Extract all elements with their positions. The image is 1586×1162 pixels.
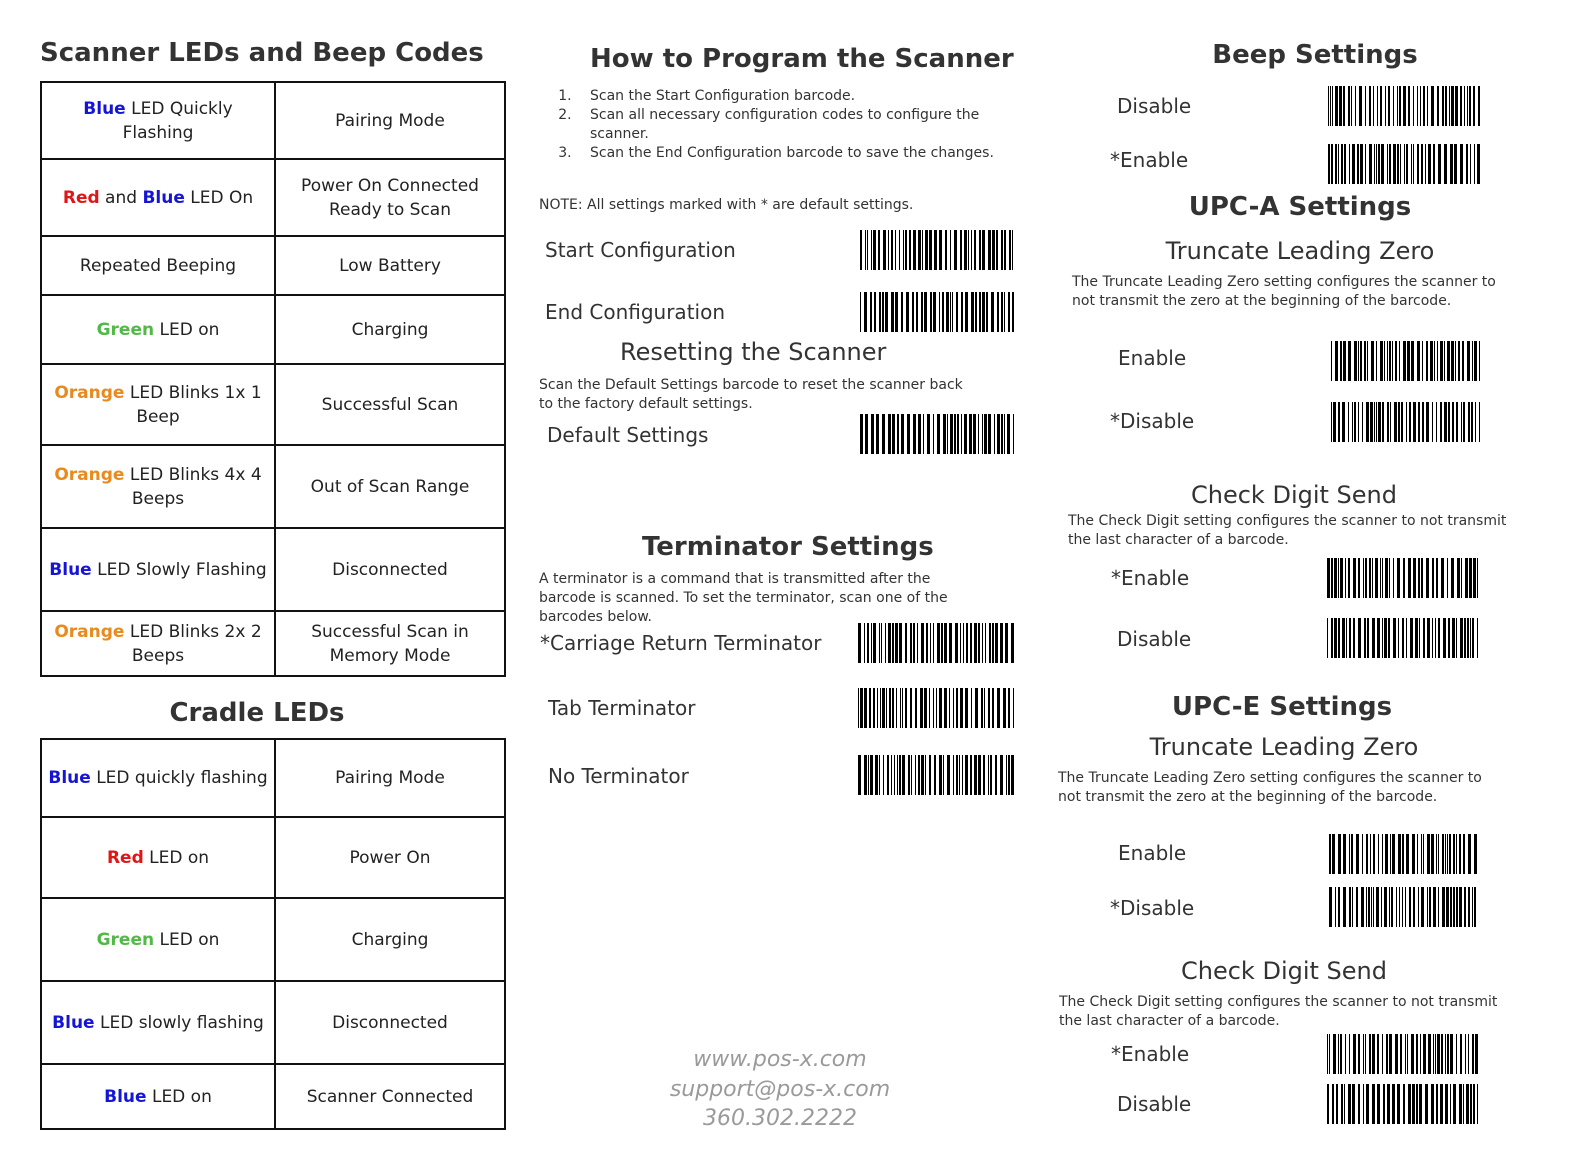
table-row [41,898,505,981]
led-meaning-cell: Successful Scan [275,364,505,445]
led-text: LED on [154,929,220,950]
led-meaning-cell: Power On Connected Ready to Scan [275,159,505,236]
led-indicator-cell [41,364,275,445]
upca-cds-description: The Check Digit setting configures the scanner to not transmit the last character of a barcode. [1068,513,1507,548]
start-config-label: Start Configuration [545,238,736,262]
upce-tlz-title: Truncate Leading Zero [1149,733,1419,761]
led-color-word: Green [96,319,155,340]
led-color-word: Green [96,929,155,950]
upca-tlz-disable-barcode [1331,402,1480,442]
led-color-word: Blue [142,187,185,208]
led-meaning-cell: Low Battery [275,236,505,295]
upce-tlz-disable-barcode [1329,887,1478,927]
upce-tlz-enable-barcode [1329,834,1478,874]
tab-terminator-label: Tab Terminator [548,696,696,720]
upce-cds-enable-barcode [1327,1034,1478,1074]
footer-email: support@pos-x.com [669,1077,891,1102]
cradle-leds-table [40,738,506,1130]
led-color-word: Blue [52,1012,95,1033]
table-row [41,82,505,159]
program-title: How to Program the Scanner [590,44,1014,74]
led-color-word: Blue [49,559,92,580]
led-text: LED On [184,187,254,208]
program-steps [540,87,1006,163]
footer-website: www.pos-x.com [693,1047,867,1072]
beep-disable-barcode [1328,86,1480,126]
led-text: and [99,187,143,208]
led-meaning-cell: Disconnected [275,528,505,611]
led-indicator-cell [41,1064,275,1129]
table-row [41,364,505,445]
default-settings-barcode [860,414,1014,454]
led-indicator-cell [41,739,275,817]
led-text: LED on [154,319,220,340]
reset-title: Resetting the Scanner [620,338,887,366]
led-meaning-cell: Power On [275,817,505,898]
no-terminator-label: No Terminator [548,764,689,788]
led-text: LED Blinks 2x 2 Beeps [124,621,262,666]
end-config-label: End Configuration [545,300,725,324]
table-row [41,981,505,1064]
cr-terminator-barcode [858,623,1014,663]
led-text: LED Blinks 1x 1 Beep [124,382,262,427]
led-meaning-cell: Charging [275,295,505,364]
led-indicator-cell [41,445,275,528]
led-meaning-cell: Charging [275,898,505,981]
led-color-word: Orange [54,464,125,485]
upca-tlz-enable-label: Enable [1118,346,1187,370]
upce-tlz-disable-label: *Disable [1110,896,1195,920]
upca-cds-disable-barcode [1327,618,1478,658]
upca-cds-enable-barcode [1327,558,1478,598]
led-indicator-cell [41,817,275,898]
led-indicator-cell [41,236,275,295]
table-row [41,159,505,236]
led-color-word: Blue [104,1086,147,1107]
table-row [41,817,505,898]
table-row [41,1064,505,1129]
default-settings-label: Default Settings [547,423,709,447]
led-meaning-cell: Scanner Connected [275,1064,505,1129]
led-indicator-cell [41,528,275,611]
led-color-word: Blue [48,768,91,788]
no-terminator-barcode [858,755,1014,795]
led-text: Repeated Beeping [79,255,237,276]
led-color-word: Blue [83,98,126,119]
table-row [41,528,505,611]
led-text: LED Quickly Flashing [122,98,233,143]
cradle-leds-title: Cradle LEDs [169,698,345,728]
upca-tlz-disable-label: *Disable [1110,409,1195,433]
led-color-word: Orange [54,382,125,403]
led-meaning-cell: Out of Scan Range [275,445,505,528]
led-text: LED on [143,847,210,868]
led-color-word: Orange [54,621,125,642]
led-indicator-cell [41,82,275,159]
beep-enable-barcode [1328,144,1480,184]
default-note: NOTE: All settings marked with * are default settings. [539,197,914,213]
led-text: LED on [146,1086,212,1107]
upce-cds-description: The Check Digit setting configures the scanner to not transmit the last character of a barcode. [1059,994,1498,1029]
upce-tlz-description: The Truncate Leading Zero setting configures the scanner to not transmit the zero at the beginning of the barcode. [1058,770,1482,805]
led-indicator-cell [41,611,275,676]
led-meaning-cell: Pairing Mode [275,82,505,159]
led-color-word: Red [62,187,100,208]
led-indicator-cell [41,295,275,364]
upca-tlz-title: Truncate Leading Zero [1165,237,1435,265]
beep-disable-label: Disable [1117,94,1192,118]
tab-terminator-barcode [858,688,1014,728]
upca-tlz-description: The Truncate Leading Zero setting configures the scanner to not transmit the zero at the beginning of the barcode. [1072,274,1496,309]
program-step: 2. Scan all necessary configuration codes to configure the scanner. [576,106,1006,144]
led-indicator-cell [41,898,275,981]
led-indicator-cell [41,981,275,1064]
led-meaning-cell: Disconnected [275,981,505,1064]
beep-title: Beep Settings [1212,40,1418,70]
led-text: LED slowly flashing [94,1012,264,1033]
upca-cds-disable-label: Disable [1117,627,1192,651]
table-row [41,295,505,364]
led-meaning-cell: Pairing Mode [275,739,505,817]
upce-tlz-enable-label: Enable [1118,841,1187,865]
table-row [41,445,505,528]
upce-cds-enable-label: *Enable [1111,1042,1190,1066]
led-text: LED Blinks 4x 4 Beeps [124,464,262,509]
program-step: 1. Scan the Start Configuration barcode. [576,87,1006,106]
table-row [41,739,505,817]
end-config-barcode [860,292,1014,332]
led-meaning-cell: Successful Scan in Memory Mode [275,611,505,676]
upca-title: UPC-A Settings [1188,192,1412,222]
upce-title: UPC-E Settings [1171,692,1393,722]
scanner-leds-title: Scanner LEDs and Beep Codes [40,38,484,68]
start-config-barcode [860,230,1014,270]
terminator-title: Terminator Settings [642,532,934,562]
led-color-word: Red [106,847,144,868]
table-row [41,611,505,676]
upce-cds-disable-barcode [1327,1084,1478,1124]
upca-tlz-enable-barcode [1331,341,1480,381]
upca-cds-title: Check Digit Send [1191,481,1397,509]
upce-cds-title: Check Digit Send [1181,957,1387,985]
scanner-leds-table [40,81,506,677]
led-text: LED quickly flashing [90,768,268,788]
upca-cds-enable-label: *Enable [1111,566,1190,590]
footer-phone: 360.302.2222 [703,1106,857,1131]
reset-description: Scan the Default Settings barcode to reset the scanner back to the factory default settings. [539,377,963,412]
terminator-description: A terminator is a command that is transmitted after the barcode is scanned. To set the terminator, scan one of the barcodes below. [539,571,948,625]
led-indicator-cell [41,159,275,236]
beep-enable-label: *Enable [1110,148,1189,172]
led-text: LED Slowly Flashing [91,559,267,580]
program-step: 3. Scan the End Configuration barcode to save the changes. [576,144,1006,163]
table-row [41,236,505,295]
upce-cds-disable-label: Disable [1117,1092,1192,1116]
cr-terminator-label: *Carriage Return Terminator [540,631,822,655]
